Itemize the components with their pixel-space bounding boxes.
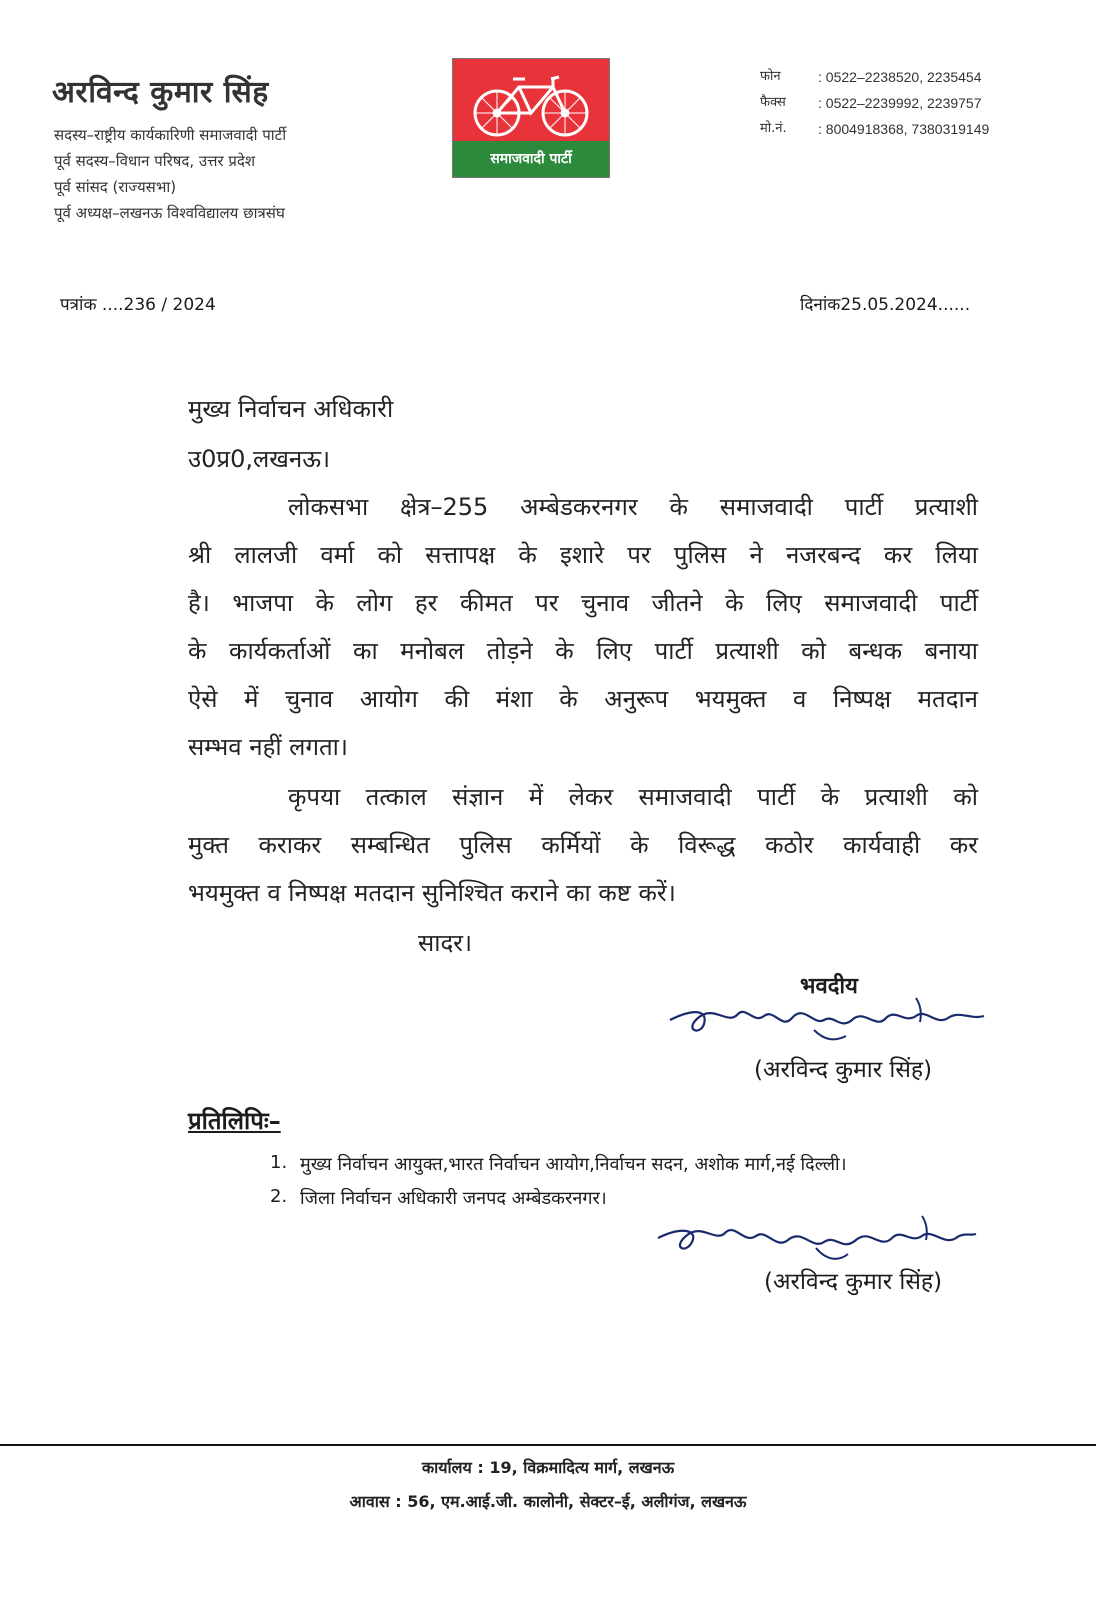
signature-icon: [664, 990, 994, 1050]
reference-date: [800, 292, 970, 315]
contact-value: : 8004918368, 7380319149: [818, 121, 990, 137]
party-logo: [452, 58, 610, 178]
contact-label: फोन: [760, 69, 781, 84]
para2-line: कृपया तत्काल संज्ञान में लेकर समाजवादी पार्टी के प्रत्याशी को: [288, 783, 978, 811]
addressee-line: उ0प्र0,लखनऊ।: [188, 445, 331, 473]
designation-line: पूर्व सदस्य–विधान परिषद, उत्तर प्रदेश: [54, 152, 256, 170]
copy-item-text: जिला निर्वाचन अधिकारी जनपद अम्बेडकरनगर।: [300, 1188, 607, 1209]
signatory-name: (अरविन्द कुमार सिंह): [764, 1269, 943, 1295]
signatory-name: (अरविन्द कुमार सिंह): [754, 1057, 933, 1083]
dinank-label: दिनांक: [800, 295, 841, 315]
contact-label: फैक्स: [760, 95, 786, 110]
contact-value: : 0522–2238520, 2235454: [818, 69, 982, 85]
para2-line: मुक्त कराकर सम्बन्धित पुलिस कर्मियों के विरूद्ध कठोर कार्यवाही कर: [188, 831, 978, 859]
sender-designations: [54, 122, 286, 226]
dinank-value: 25.05.2024: [840, 295, 938, 315]
contact-mobile: [760, 116, 989, 142]
contact-label: मो.नं.: [760, 121, 787, 136]
footer-divider: [0, 1444, 1096, 1446]
para1-line: लोकसभा क्षेत्र–255 अम्बेडकरनगर के समाजवादी पार्टी प्रत्याशी: [288, 493, 978, 521]
para1-line: सम्भव नहीं लगता।: [188, 733, 348, 761]
para1-line: के कार्यकर्ताओं का मनोबल तोड़ने के लिए पार्टी प्रत्याशी को बन्धक बनाया: [188, 637, 978, 665]
copy-item-number: 2.: [270, 1186, 288, 1207]
logo-label: समाजवादी पार्टी: [453, 141, 609, 177]
contact-fax: [760, 90, 989, 116]
footer-office: कार्यालय : 19, विक्रमादित्य मार्ग, लखनऊ: [421, 1458, 675, 1477]
para2-line: भयमुक्त व निष्पक्ष मतदान सुनिश्चित कराने का कष्ट करें।: [188, 879, 676, 907]
contact-value: : 0522–2239992, 2239757: [818, 95, 982, 111]
patrank-value: 236 / 2024: [123, 295, 216, 315]
copy-item-text: मुख्य निर्वाचन आयुक्त,भारत निर्वाचन आयोग,निर्वाचन सदन, अशोक मार्ग,नई दिल्ली।: [300, 1154, 847, 1175]
copy-heading: प्रतिलिपिः–: [188, 1107, 281, 1135]
para1-line: ऐसे में चुनाव आयोग की मंशा के अनुरूप भयमुक्त व निष्पक्ष मतदान: [188, 685, 978, 713]
footer-residence: आवास : 56, एम.आई.जी. कालोनी, सेक्टर–ई, अलीगंज, लखनऊ: [349, 1492, 747, 1511]
para1-line: है। भाजपा के लोग हर कीमत पर चुनाव जीतने के लिए समाजवादी पार्टी: [188, 589, 978, 617]
dinank-trail: ......: [937, 295, 971, 315]
copy-item: [270, 1186, 607, 1210]
signature-icon: [652, 1210, 982, 1270]
addressee-line: मुख्य निर्वाचन अधिकारी: [188, 395, 394, 423]
bicycle-icon: [467, 67, 595, 139]
designation-line: पूर्व अध्यक्ष–लखनऊ विश्वविद्यालय छात्रसंघ: [54, 204, 285, 222]
reference-number: [60, 292, 216, 315]
patrank-label: पत्रांक ....: [60, 295, 124, 315]
sadar-text: सादर।: [418, 929, 473, 957]
contact-phone: [760, 64, 989, 90]
designation-line: सदस्य–राष्ट्रीय कार्यकारिणी समाजवादी पार्टी: [54, 126, 287, 144]
closing-text: भवदीय: [800, 974, 858, 999]
copy-item-number: 1.: [270, 1152, 288, 1173]
designation-line: पूर्व सांसद (राज्यसभा): [54, 178, 177, 196]
contact-info: [760, 64, 989, 142]
copy-item: [270, 1152, 847, 1176]
para1-line: श्री लालजी वर्मा को सत्तापक्ष के इशारे पर पुलिस ने नजरबन्द कर लिया: [188, 541, 978, 569]
sender-name: अरविन्द कुमार सिंह: [52, 75, 269, 110]
